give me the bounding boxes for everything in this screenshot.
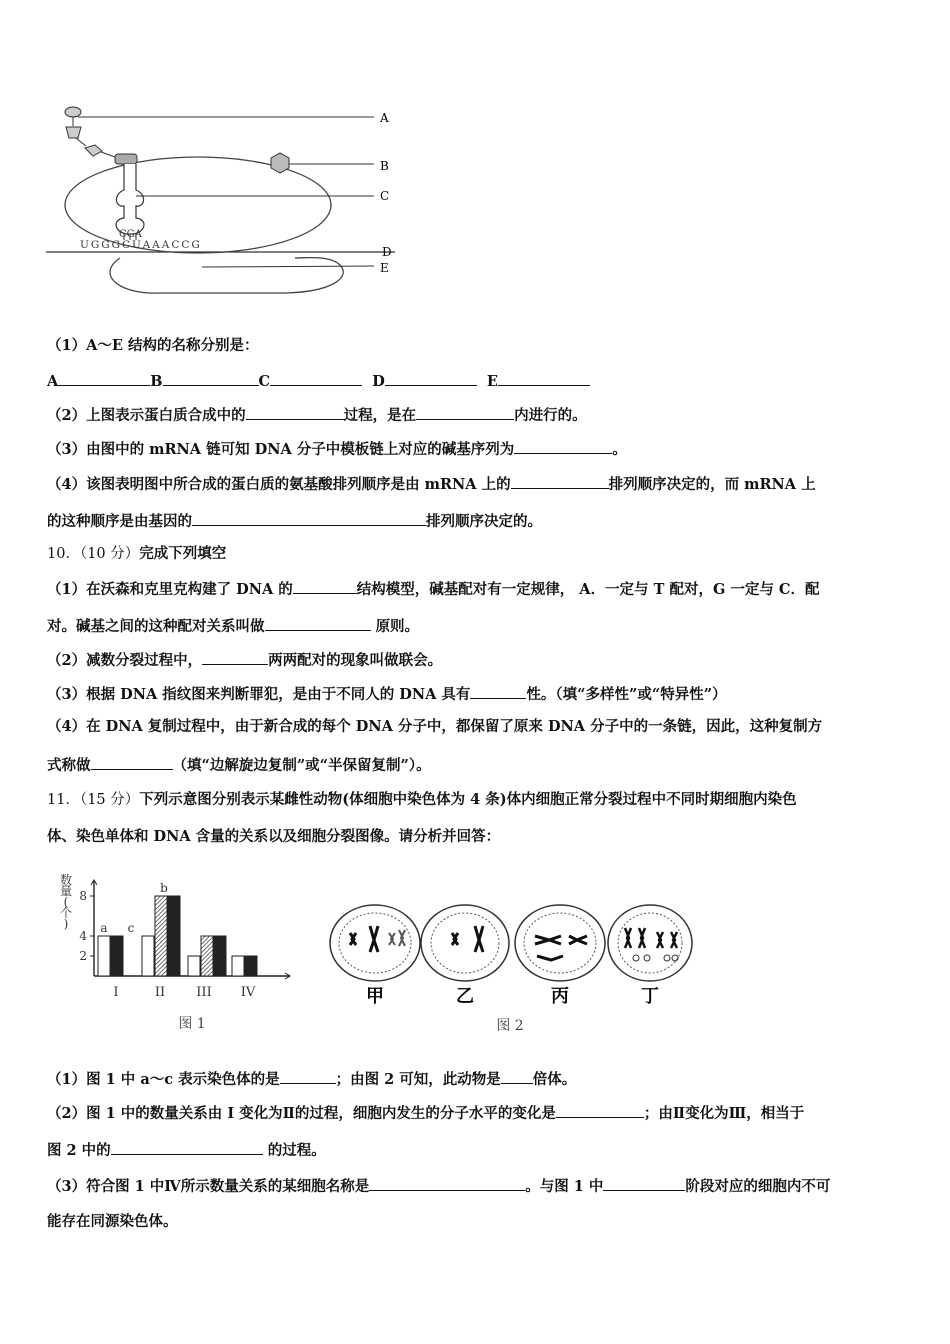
q11-p2: （2）图 1 中的数量关系由 I 变化为Ⅱ的过程，细胞内发生的分子水平的变化是 ；由Ⅱ变化为Ⅲ，相当于 <box>47 1102 804 1124</box>
q10-p2: （2）减数分裂过程中， 两两配对的现象叫做联会。 <box>47 649 442 671</box>
q11-intro-cont: 体、染色单体和 DNA 含量的关系以及细胞分裂图像。请分析并回答： <box>47 828 501 845</box>
amino-acid-4 <box>115 154 137 164</box>
amino-acid-2 <box>66 127 81 138</box>
chart-category-label: III <box>196 985 212 1000</box>
trna <box>116 164 144 234</box>
ribosome-small-subunit <box>110 258 343 294</box>
cell-label-bing: 丙 <box>551 986 569 1007</box>
label-d: D <box>382 245 392 259</box>
q9-p4-cont: 的这种顺序是由基因的 排列顺序决定的。 <box>47 510 542 532</box>
cell-label-yi: 乙 <box>456 986 474 1007</box>
q11-p1: （1）图 1 中 a～c 表示染色体的是 ；由图 2 可知，此动物是 倍体。 <box>47 1068 576 1090</box>
chart-category-label: II <box>154 985 166 1000</box>
q11-heading: 11．（15 分）下列示意图分别表示某雌性动物(体细胞中染色体为 4 条)体内细胞正常分裂过程中不同时期细胞内染色 <box>47 791 797 808</box>
q11-p3: （3）符合图 1 中Ⅳ所示数量关系的某细胞名称是 。与图 1 中 阶段对应的细胞内不可 <box>47 1175 830 1197</box>
figure1-bar-chart <box>50 866 310 1038</box>
amino-acid-free <box>271 153 289 173</box>
q11-p2-cont: 图 2 中的 的过程。 <box>47 1139 326 1161</box>
q10-p1: （1）在沃森和克里克构建了 DNA 的 结构模型，碱基配对有一定规律， A．一定与 T 配对，G 一定与 C．配 <box>47 578 819 600</box>
bar-a-4 <box>232 956 244 976</box>
q9-p2: （2）上图表示蛋白质合成中的 过程，是在 内进行的。 <box>47 404 587 426</box>
cell-ding <box>608 905 692 981</box>
label-a: A <box>380 111 389 125</box>
bar-a-1 <box>98 936 110 976</box>
chart-category-label: I <box>113 985 119 1000</box>
amino-acid-3 <box>85 145 102 156</box>
label-b: B <box>380 159 389 173</box>
bar-b-2 <box>155 896 167 976</box>
figure1-caption: 图 1 <box>178 1016 206 1032</box>
cell-label-ding: 丁 <box>641 986 659 1007</box>
chart-ylabel-text: 数量(个) <box>59 873 73 931</box>
cell-label-jia: 甲 <box>366 986 384 1007</box>
amino-acid-1 <box>65 107 81 117</box>
bar-c-4 <box>245 956 257 976</box>
bar-letter-label: a <box>100 921 108 935</box>
label-e: E <box>380 261 389 275</box>
anticodon-text: CGA <box>119 229 142 240</box>
mrna-sequence: UGGGCUAAACCG <box>80 239 202 251</box>
q10-p1-cont: 对。碱基之间的这种配对关系叫做 原则。 <box>47 615 419 637</box>
bar-c-1 <box>111 936 123 976</box>
figure2-cells <box>325 898 705 1038</box>
q9-p1-blanks: A B C D E <box>47 370 590 392</box>
q9-p3: （3）由图中的 mRNA 链可知 DNA 分子中模板链上对应的碱基序列为 。 <box>47 438 627 460</box>
bar-c-2 <box>168 896 180 976</box>
bar-a-3 <box>188 956 200 976</box>
cell-yi <box>421 905 509 981</box>
q10-heading: 10．（10 分）完成下列填空 <box>47 545 227 562</box>
bar-letter-label: c <box>127 921 135 935</box>
cell-bing <box>515 905 605 981</box>
figure2-caption: 图 2 <box>496 1018 524 1034</box>
bar-c-3 <box>214 936 226 976</box>
chart-ytick-label: 2 <box>79 949 87 963</box>
bar-b-3 <box>201 936 213 976</box>
q9-p4: （4）该图表明图中所合成的蛋白质的氨基酸排列顺序是由 mRNA 上的 排列顺序决定的，而 mRNA 上 <box>47 473 816 495</box>
translation-diagram <box>40 100 410 300</box>
q11-p3-cont: 能存在同源染色体。 <box>47 1213 178 1230</box>
chart-category-label: IV <box>240 985 256 1000</box>
label-c: C <box>380 189 390 203</box>
q9-p1: （1）A～E 结构的名称分别是： <box>47 337 259 354</box>
q10-p4: （4）在 DNA 复制过程中，由于新合成的每个 DNA 分子中，都保留了原来 DNA 分子中的一条链，因此，这种复制方 <box>47 718 823 735</box>
bar-a-2 <box>142 936 154 976</box>
bar-letter-label: b <box>160 881 168 895</box>
chart-ytick-label: 4 <box>79 929 87 943</box>
q10-p4-cont: 式称做 （填“边解旋边复制”或“半保留复制”）。 <box>47 754 431 776</box>
chart-ylabel <box>60 872 72 931</box>
cell-jia <box>330 905 420 981</box>
q10-p3: （3）根据 DNA 指纹图来判断罪犯，是由于不同人的 DNA 具有 性。（填“多样性”或“特异性”） <box>47 683 727 705</box>
chart-ytick-label: 8 <box>79 889 87 903</box>
